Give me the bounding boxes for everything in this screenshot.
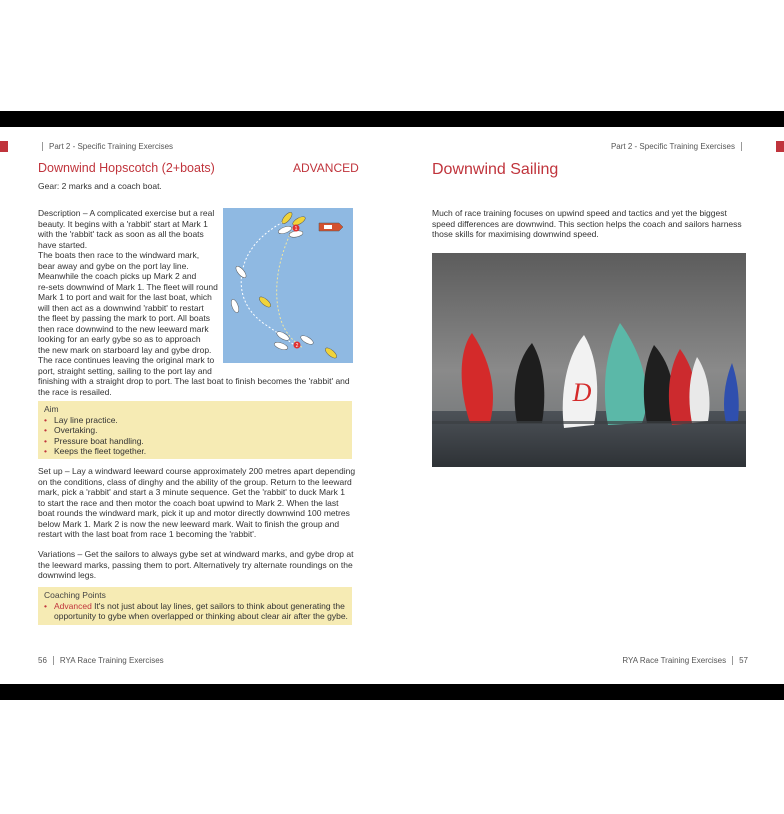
- description-line: will then act as a downwind 'rabbit' to restart: [38, 302, 204, 313]
- list-item: [44, 611, 352, 622]
- course-diagram-svg: [223, 208, 353, 363]
- left-footer: [38, 656, 164, 665]
- setup-line: boat rounds the windward mark, pick it up and motor directly downwind 100 metres: [38, 508, 350, 518]
- description-line: with the 'rabbit' tack as soon as all the boats: [38, 229, 204, 239]
- course-diagram: [223, 208, 353, 363]
- left-header-text: Part 2 - Specific Training Exercises: [49, 142, 174, 151]
- mark-2-label: 2: [295, 343, 299, 349]
- left-section-tab: [0, 141, 8, 152]
- dinghy-icon: [273, 341, 288, 351]
- coaching-line-1: It's not just about lay lines, get sailors to think about generating the: [91, 600, 345, 611]
- page-number-57: 57: [739, 656, 748, 665]
- variations-line: downwind legs.: [38, 570, 97, 580]
- description-line: looking for an early gybe so as to approach: [38, 334, 201, 344]
- list-item: [44, 601, 352, 612]
- top-black-band: [0, 111, 784, 127]
- aim-heading: Aim: [44, 404, 59, 414]
- description-line: Meanwhile the coach picks up Mark 2 and: [38, 271, 197, 281]
- right-footer: [622, 656, 748, 665]
- dinghy-icon: [234, 265, 248, 280]
- setup-line: to start the race and then motor the coach boat upwind to Mark 2. When the last: [38, 497, 339, 508]
- variations-line: Variations – Get the sailors to always gybe set at windward marks, and gybe drop at: [38, 549, 354, 559]
- description-line: Mark 1 to port and wait for the last boat, which: [38, 292, 212, 302]
- right-header-text: Part 2 - Specific Training Exercises: [610, 142, 735, 151]
- course-path: [241, 222, 298, 348]
- description-line: then race downwind to the new leeward mark: [38, 323, 209, 334]
- aim-list: [44, 415, 352, 457]
- coaching-points-box: [38, 587, 352, 625]
- coaching-list: [44, 601, 352, 622]
- exercise-title: Downwind Hopscotch (2+boats): [38, 161, 215, 175]
- intro-line: Much of race training focuses on upwind speed and tactics and yet the biggest: [432, 208, 727, 218]
- section-title: Downwind Sailing: [432, 161, 559, 178]
- setup-line: mark, pick a 'rabbit' and start a 3 minute sequence. Get the 'rabbit' to duck Mark 1: [38, 487, 345, 497]
- description-line: the fleet by passing the mark to port. All boats: [38, 313, 210, 323]
- setup-line: below Mark 1. Mark 2 is now the new leeward mark. Wait to finish the group and: [38, 518, 340, 529]
- sail-letter: D: [572, 378, 592, 407]
- course-path: [277, 228, 303, 348]
- dinghy-icon: [275, 330, 290, 342]
- setup-line: Set up – Lay a windward leeward course approximately 200 metres apart depending: [38, 466, 356, 476]
- variations-line: the leeward marks, passing them to port. Alternatively try alternate roundings on the: [38, 559, 353, 570]
- right-section-tab: [776, 141, 784, 152]
- right-footer-text: RYA Race Training Exercises: [622, 656, 727, 665]
- downwind-sailing-photo: [432, 253, 746, 467]
- description-line: bear away and gybe on the port lay line.: [38, 260, 189, 271]
- description-line: The race continues leaving the original mark to: [38, 355, 215, 365]
- setup-line: restart with the last boat from race 1 becoming the 'rabbit'.: [38, 529, 257, 539]
- description-line: beauty. It begins with a 'rabbit' start at Mark 1: [38, 218, 208, 229]
- description-line: finishing with a straight drop to port. The last boat to finish becomes the 'rabbit' and: [38, 376, 350, 386]
- advanced-tag: Advanced: [54, 600, 92, 611]
- mark-1-label: 1: [294, 226, 298, 232]
- description-line: The boats then race to the windward mark,: [38, 250, 200, 260]
- list-item: • Overtaking.: [44, 425, 352, 436]
- intro-line: speed differences are downwind. This section helps the coach and sailors harness: [432, 218, 742, 229]
- right-running-header: [611, 142, 748, 151]
- aim-box: [38, 401, 352, 459]
- level-badge: ADVANCED: [293, 161, 359, 175]
- description-line: port, straight setting, sailing to the port lay and: [38, 365, 212, 376]
- description-line: the race is resailed.: [38, 386, 112, 397]
- description-line: the new mark on starboard lay and gybe drop.: [38, 344, 212, 355]
- dinghy-icon: [280, 211, 294, 226]
- coaching-heading: Coaching Points: [44, 590, 106, 600]
- description-line: have started.: [38, 239, 88, 250]
- description-line: re-sets downwind of Mark 1. The fleet will round: [38, 281, 218, 292]
- dinghy-icon: [299, 334, 314, 346]
- coach-boat-icon: [319, 223, 343, 231]
- description-line: Description – A complicated exercise but a real: [38, 208, 215, 218]
- gear-text: Gear: 2 marks and a coach boat.: [38, 181, 162, 191]
- list-item: • Keeps the fleet together.: [44, 446, 352, 457]
- page-number-56: 56: [38, 656, 47, 665]
- dinghy-icon: [258, 295, 273, 309]
- left-footer-text: RYA Race Training Exercises: [59, 656, 164, 665]
- setup-line: on the conditions, class of dinghy and the ability of the group. Return to the leeward: [38, 476, 352, 487]
- bottom-black-band: [0, 684, 784, 700]
- photo-svg: [432, 253, 746, 467]
- dinghy-icon: [230, 298, 240, 313]
- list-item: • Lay line practice.: [44, 415, 352, 426]
- coaching-line-2: opportunity to gybe when overlapped or thinking about clear air after the gybe.: [54, 611, 348, 621]
- list-item: • Pressure boat handling.: [44, 436, 352, 447]
- dinghy-icon: [324, 346, 339, 360]
- intro-line: those skills for maximising downwind speed.: [432, 229, 599, 239]
- left-running-header: [36, 142, 173, 151]
